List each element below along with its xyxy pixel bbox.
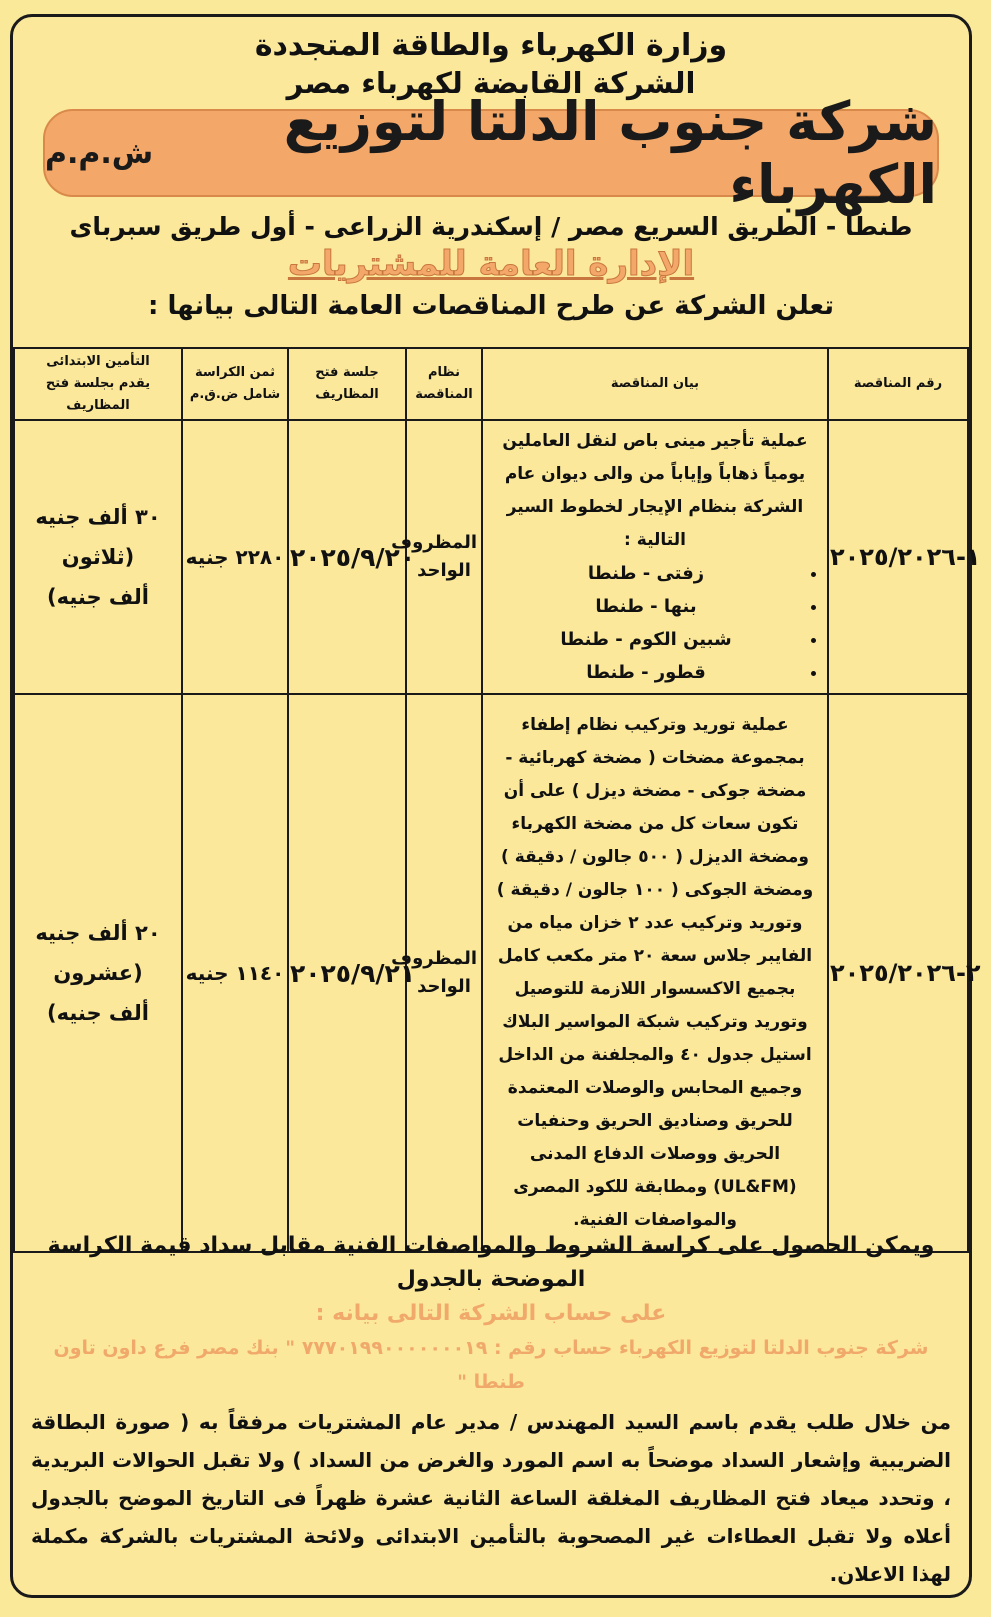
header-number: رقم المناقصة [828,348,968,420]
tender-booklet-price: ٢٢٨٠ جنيه [182,420,288,694]
header-price-line2: شامل ض.ق.م [189,387,281,402]
table-row [14,420,968,694]
holding-company-title: الشركة القابضة لكهرباء مصر [286,66,696,100]
tender-system-line1: المظروف [391,532,477,553]
header-insurance-line1: التأمين الابتدائى [46,354,150,369]
tender-description [482,420,828,694]
route-item: • شبين الكوم - طنطا [493,623,799,656]
tender-system-line2: الواحد [417,976,471,997]
tender-session-date: ٢٠٢٥/٩/٢١ [288,694,406,1252]
tender-description-text: عملية توريد وتركيب نظام إطفاء بمجموعة مضخات ( مضخة كهربائية - مضخة جوكى - مضخة ديزل ) على أن تكون سعات كل من مضخة الكهرباء ومضخة الديزل ( ٥٠٠ جالون / دقيقة ) ومضخة الجوكى ( ١٠٠ جالون / دقيقة ) وتوريد وتركيب عدد ٢ خزان مياه من الفايبر جلاس سعة ٢٠ متر مكعب كامل بجميع الاكسسوار اللازمة للتوصيل وتوريد وتركيب شبكة المواسير البلاك استيل جدول ٤٠ والمجلفنة من الداخل وجميع المحابس والوصلات المعتمدة للحريق وصناديق الحريق وحنفيات الحريق ووصلات الدفاع المدنى (UL&FM) ومطابقة للكود المصرى والمواصفات الفنية. [496,715,814,1230]
tender-session-date: ٢٠٢٥/٩/٢٠ [288,420,406,694]
tender-number: ٢-٢٠٢٥/٢٠٢٦ [828,694,968,1252]
tender-system-line1: المظروف [391,948,477,969]
route-list [493,557,817,689]
header-session-line1: جلسة فتح [315,365,379,380]
company-address: طنطا - الطريق السريع مصر / إسكندرية الزراعى - أول طريق سبرباى [69,212,913,241]
tender-insurance-line3: ألف جنيه) [46,1001,150,1025]
tender-insurance-line2: (ثلاثون [61,545,135,569]
header-price-line1: ثمن الكراسة [195,365,275,380]
announcement-intro: تعلن الشركة عن طرح المناقصات العامة التالى بيانها : [148,291,834,321]
route-item: • بنها - طنطا [493,590,799,623]
tender-description-text: عملية تأجير مينى باص لنقل العاملين يومياً ذهاباً وإياباً من والى ديوان عام الشركة بنظام الإيجار لخطوط السير التالية : [502,431,808,550]
footer-bank-account: شركة جنوب الدلتا لتوزيع الكهرباء حساب رقم : ٧٧٧٠١٩٩٠٠٠٠٠٠٠١٩ " بنك مصر فرع داون تاون طنطا " [53,1337,929,1393]
tender-booklet-price: ١١٤٠ جنيه [182,694,288,1252]
ministry-title: وزارة الكهرباء والطاقة المتجددة [254,28,728,63]
tender-system [391,694,482,1252]
advertisement-frame [10,14,981,1598]
route-item: • زفتى - طنطا [493,557,799,590]
header-system-line2: المناقصة [415,387,473,402]
table-header-row [14,348,968,420]
tender-insurance-line1: ٣٠ ألف جنيه [35,505,161,529]
header-insurance [14,348,182,420]
tender-insurance-line1: ٢٠ ألف جنيه [35,921,161,945]
footer-booklet-note: ويمكن الحصول على كراسة الشروط والمواصفات الفنية مقابل سداد قيمة الكراسة الموضحة بالجدول [47,1233,935,1292]
tender-insurance [14,694,182,1252]
header-description: بيان المناقصة [482,348,828,420]
tender-number: ١-٢٠٢٥/٢٠٢٦ [828,420,968,694]
company-banner [43,90,939,216]
tender-insurance-line2: (عشرون [53,961,143,985]
tenders-table [13,347,981,1253]
header-price [182,348,288,420]
header-insurance-line2: يقدم بجلسة فتح المظاريف [45,376,151,413]
department-title: الإدارة العامة للمشتريات [287,244,695,284]
tender-description [482,694,828,1252]
route-item: • قطور - طنطا [493,656,799,689]
header-session [288,348,406,420]
tender-system [391,420,482,694]
footer-account-intro: على حساب الشركة التالى بيانه : [315,1301,667,1326]
header-session-line2: المظاريف [315,387,379,402]
tender-system-line2: الواحد [417,560,471,581]
header-system-line1: نظام [428,365,460,380]
table-row [14,694,968,1252]
footer-notes [13,1229,969,1593]
company-name: شركة جنوب الدلتا لتوزيع الكهرباء [283,90,937,216]
tender-insurance [14,420,182,694]
company-suffix: ش.م.م [45,135,154,171]
header-system [406,348,482,420]
tender-insurance-line3: ألف جنيه) [46,585,150,609]
footer-conditions: من خلال طلب يقدم باسم السيد المهندس / مدير عام المشتريات مرفقاً به ( صورة البطاقة الضريبية وإشعار السداد موضحاً به اسم المورد والغرض من السداد ) ولا تقبل الحوالات البريدية ، وتحدد ميعاد فتح المظاريف المغلقة الساعة الثانية عشرة ظهراً فى التاريخ الموضح بالجدول أعلاه ولا تقبل العطاءات غير المصحوبة بالتأمين الابتدائى ولائحة المشتريات بالشركة مكملة لهذا الاعلان. [31,1410,951,1586]
